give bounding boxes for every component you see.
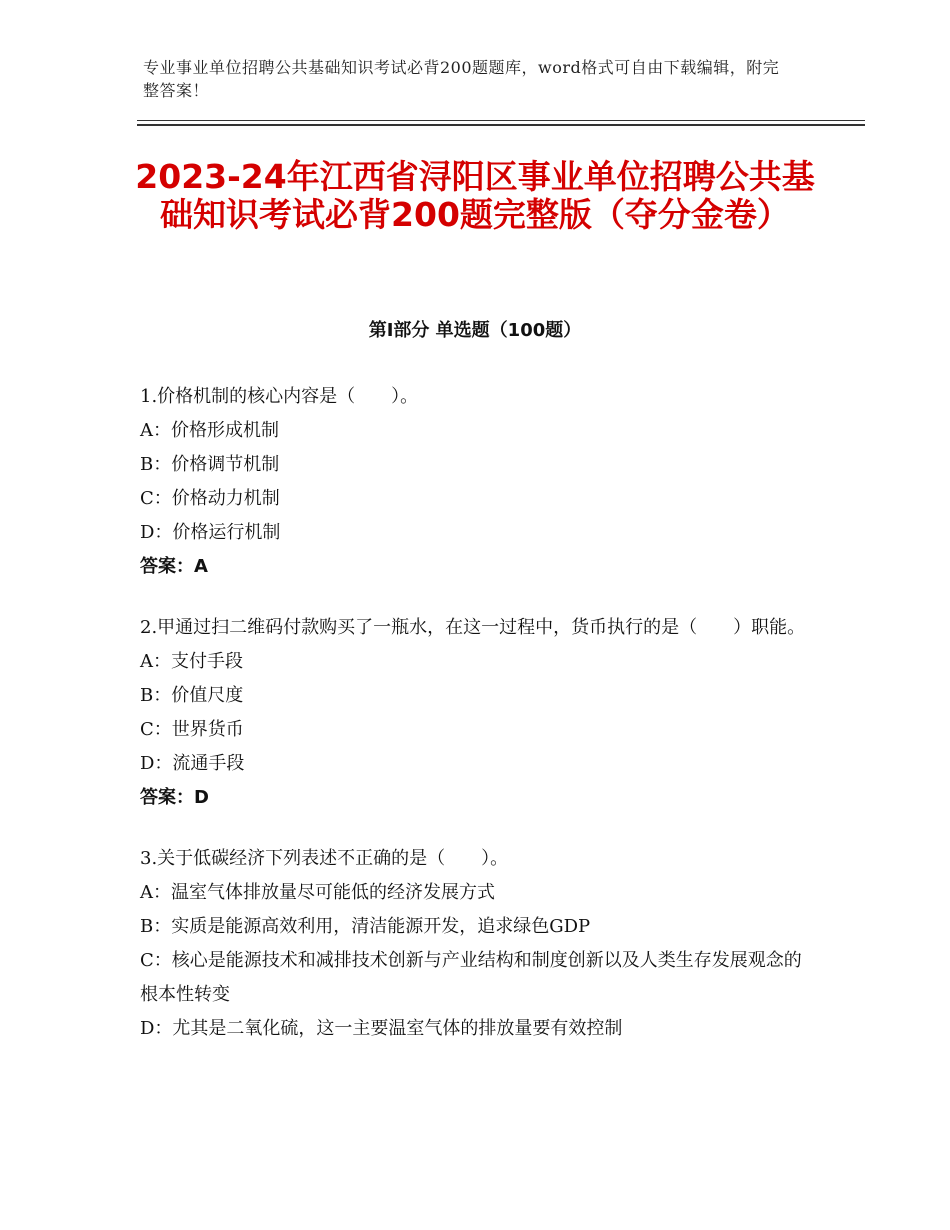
header-divider-thin	[137, 120, 865, 121]
section-heading: 第Ⅰ部分 单选题（100题）	[368, 320, 582, 341]
question-item	[140, 842, 810, 1046]
answer-label: 答案：A	[140, 556, 208, 577]
question-item	[140, 380, 810, 584]
option-d: D：流通手段	[140, 753, 245, 774]
option-d: D：价格运行机制	[140, 522, 281, 543]
question-item	[140, 611, 810, 815]
question-stem: 1.价格机制的核心内容是（ ）。	[140, 386, 419, 407]
option-a: A：支付手段	[140, 651, 243, 672]
option-a: A：价格形成机制	[140, 420, 279, 441]
question-stem: 3.关于低碳经济下列表述不正确的是（ ）。	[140, 848, 509, 869]
option-b: B：价值尺度	[140, 685, 244, 706]
option-b: B：实质是能源高效利用，清洁能源开发，追求绿色GDP	[140, 916, 591, 937]
question-stem: 2.甲通过扫二维码付款购买了一瓶水，在这一过程中，货币执行的是（ ）职能。	[140, 617, 806, 638]
header-divider-thick	[137, 124, 865, 126]
option-a: A：温室气体排放量尽可能低的经济发展方式	[140, 882, 495, 903]
header-note: 专业事业单位招聘公共基础知识考试必背200题题库，word格式可自由下载编辑，附完整答案！	[143, 58, 780, 100]
option-d: D：尤其是二氧化硫，这一主要温室气体的排放量要有效控制	[140, 1018, 623, 1039]
question-list	[140, 380, 810, 1073]
document-title: 2023-24年江西省浔阳区事业单位招聘公共基础知识考试必背200题完整版（夺分金卷）	[135, 157, 815, 234]
option-c: C：核心是能源技术和减排技术创新与产业结构和制度创新以及人类生存发展观念的根本性转变	[140, 950, 802, 1005]
answer-label: 答案：D	[140, 787, 209, 808]
option-c: C：世界货币	[140, 719, 244, 740]
option-c: C：价格动力机制	[140, 488, 280, 509]
option-b: B：价格调节机制	[140, 454, 280, 475]
